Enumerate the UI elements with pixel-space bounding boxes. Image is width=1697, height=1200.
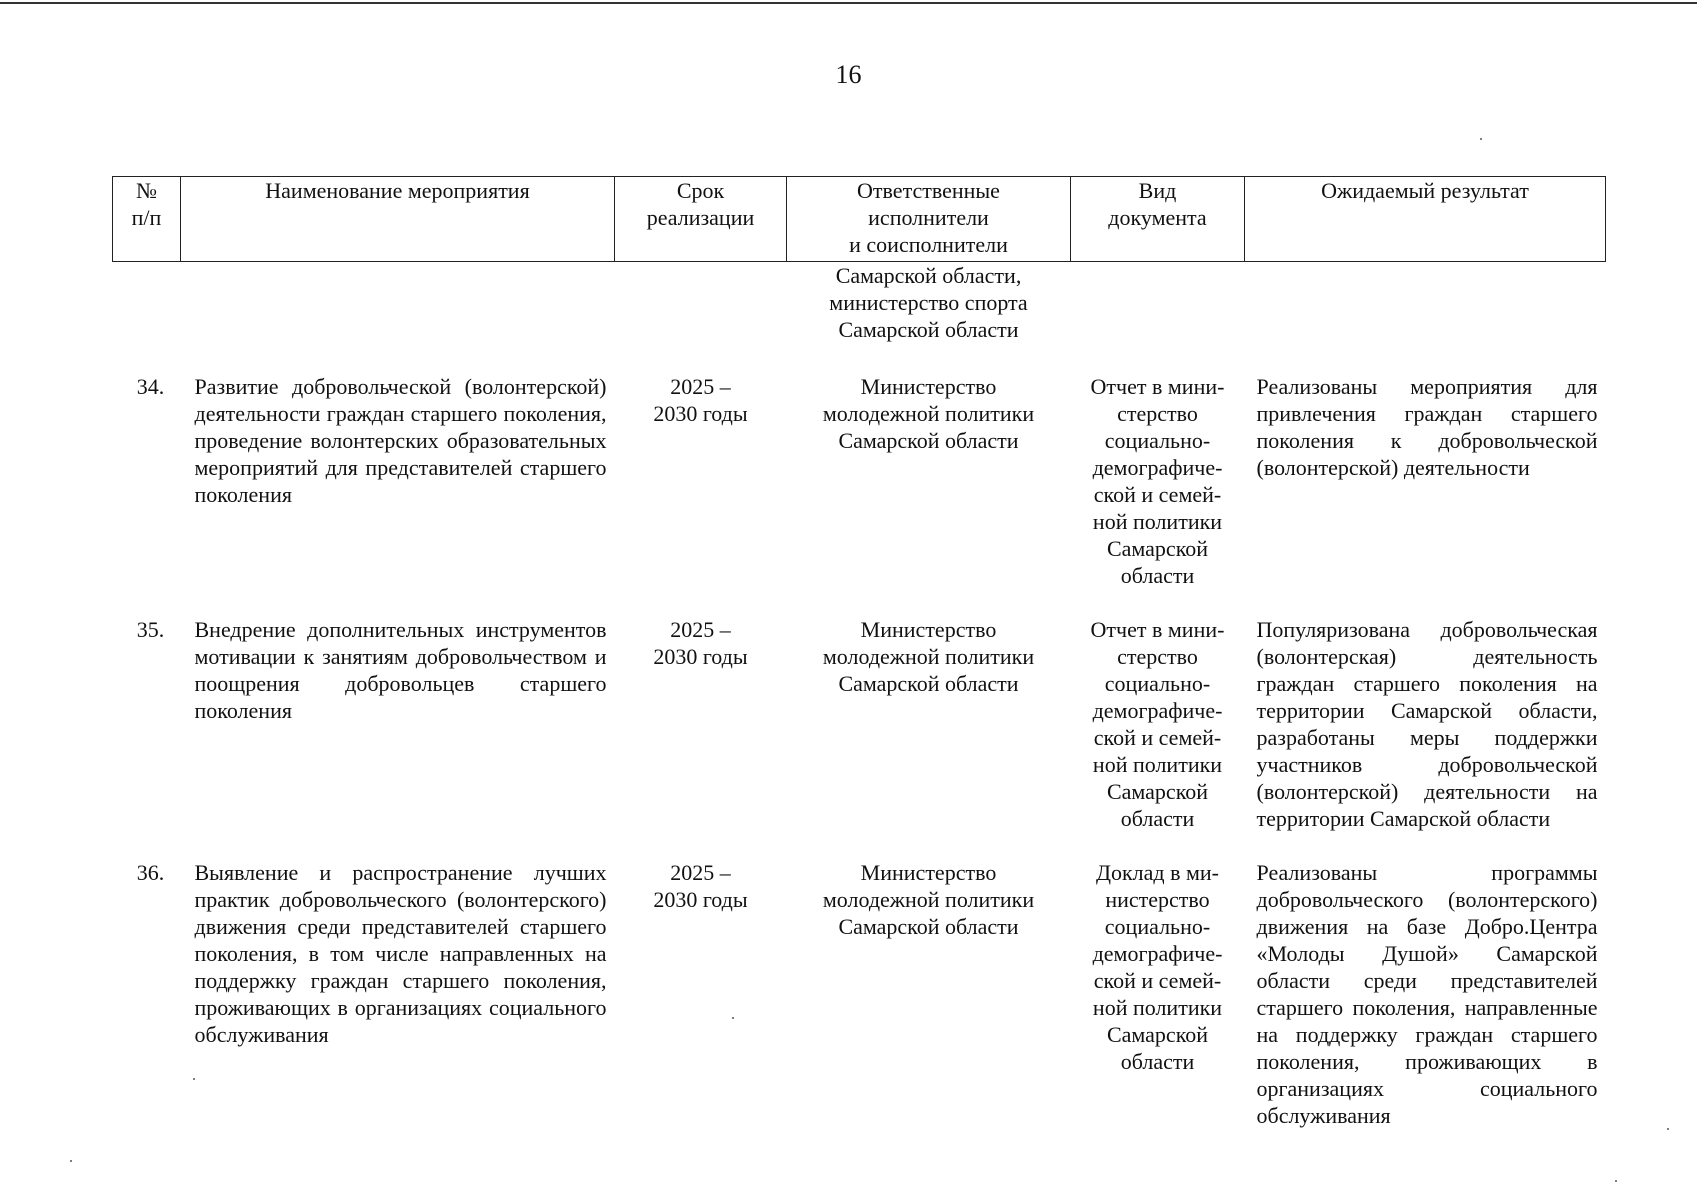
table-row (113, 859, 1606, 1156)
header-row (113, 177, 1606, 262)
header-executors: Ответственные исполнители и соисполнители (787, 177, 1071, 262)
cell-expected-result: Реализованы мероприятия для привлечения граждан старшего поколения к добровольческой (волонтерской) деятельности (1256, 374, 1598, 480)
table-header (113, 177, 1606, 262)
header-event-name: Наименование мероприятия (181, 177, 615, 262)
page-number: 16 (835, 60, 862, 89)
header-document-type: Вид документа (1071, 177, 1245, 262)
cell-number: 35. (136, 617, 165, 642)
cell-executors: Министерство молодежной политики Самарской области (822, 374, 1035, 453)
header-number: № п/п (113, 177, 181, 262)
cell-term: 2025 – 2030 годы (653, 617, 748, 669)
continuation-row (113, 262, 1606, 374)
cell-empty (113, 262, 181, 374)
table-row (113, 373, 1606, 616)
cell-executors: Министерство молодежной политики Самарской области (822, 860, 1035, 939)
cell-expected-result: Реализованы программы добровольческого (волонтерского) движения на базе Добро.Центра «Молоды Душой» Самарской области среди представителей старшего поколения, направленные на поддержку граждан старшего поколения, проживающих в организациях социального обслуживания (1256, 860, 1598, 1128)
cell-number: 34. (136, 374, 165, 399)
cell-executors-continuation (787, 262, 1071, 374)
header-expected-result: Ожидаемый результат (1245, 177, 1606, 262)
cell-document-type: Отчет в мини- стерство социально- демографиче- ской и семей- ной политики Самарской области (1090, 374, 1225, 588)
cell-expected-result: Популяризована добровольческая (волонтерская) деятельность граждан старшего поколения на территории Самарской области, разработаны меры поддержки участников добровольческой (волонтерской) деятельности на территории Самарской области (1256, 617, 1598, 831)
cell-number: 36. (136, 860, 165, 885)
scan-speck (1615, 1180, 1617, 1182)
cell-document-type: Отчет в мини- стерство социально- демографиче- ской и семей- ной политики Самарской области (1090, 617, 1225, 831)
cell-event-name: Внедрение дополнительных инструментов мотивации к занятиям добровольчеством и поощрения добровольцев старшего поколения (194, 617, 607, 723)
scan-speck (193, 1078, 195, 1080)
header-term: Срок реализации (615, 177, 787, 262)
cell-document-type: Доклад в ми- нистерство социально- демографиче- ской и семей- ной политики Самарской области (1092, 860, 1223, 1074)
cell-term: 2025 – 2030 годы (653, 860, 748, 912)
cell-event-name: Развитие добровольческой (волонтерской) деятельности граждан старшего поколения, проведение волонтерских образовательных мероприятий для представителей старшего поколения (194, 374, 607, 507)
cell-empty (1245, 262, 1606, 374)
executors-continuation-text: Самарской области, министерство спорта Самарской области (829, 263, 1028, 342)
table-row (113, 616, 1606, 859)
top-border-line (0, 2, 1697, 4)
scan-speck (1667, 1128, 1669, 1130)
scan-speck (70, 1160, 72, 1162)
cell-empty (181, 262, 615, 374)
cell-term: 2025 – 2030 годы (653, 374, 748, 426)
cell-event-name: Выявление и распространение лучших практик добровольческого (волонтерского) движения среди представителей старшего поколения, в том числе направленных на поддержку граждан старшего поколения, проживающих в организациях социального обслуживания (194, 860, 607, 1047)
events-table (112, 176, 1606, 1156)
cell-empty (1071, 262, 1245, 374)
table-body (113, 262, 1606, 1157)
scan-speck (1480, 138, 1482, 140)
scan-speck (732, 1017, 734, 1019)
cell-executors: Министерство молодежной политики Самарской области (822, 617, 1035, 696)
cell-empty (615, 262, 787, 374)
